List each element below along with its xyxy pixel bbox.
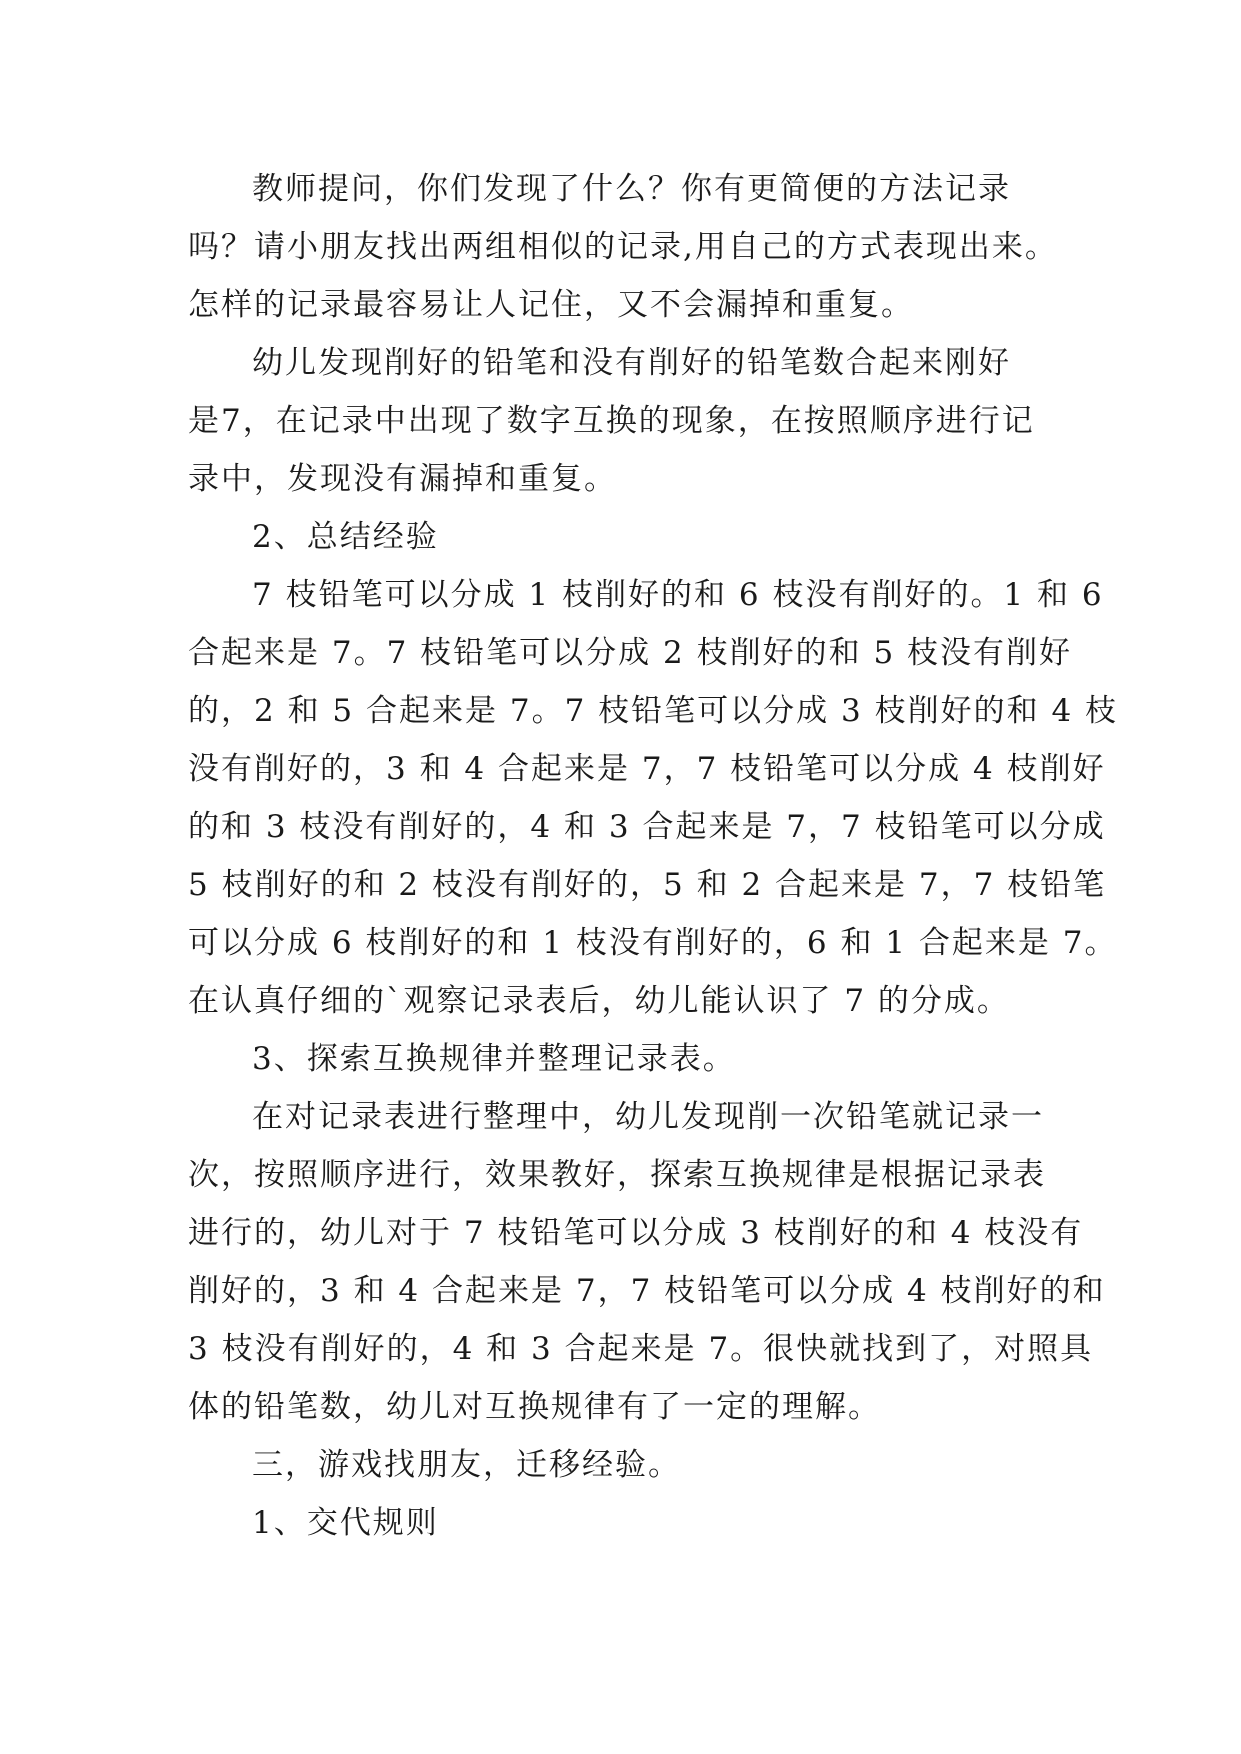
document-body bbox=[188, 160, 1119, 1552]
paragraph-p4 bbox=[188, 566, 1119, 1030]
paragraph-p7 bbox=[188, 1436, 1068, 1494]
text-line: 教师提问，你们发现了什么？你有更简便的方法记录 bbox=[252, 171, 1011, 207]
text-line: 5 枝削好的和 2 枝没有削好的，5 和 2 合起来是 7，7 枝铅笔 bbox=[188, 867, 1107, 903]
paragraph-p6 bbox=[188, 1088, 1106, 1436]
text-line: 的，2 和 5 合起来是 7。7 枝铅笔可以分成 3 枝削好的和 4 枝 bbox=[188, 693, 1119, 729]
paragraph-p5 bbox=[188, 1030, 1068, 1088]
document-page bbox=[188, 160, 1119, 1552]
text-line: 幼儿发现削好的铅笔和没有削好的铅笔数合起来刚好 bbox=[252, 345, 1011, 381]
text-line: 没有削好的，3 和 4 合起来是 7，7 枝铅笔可以分成 4 枝削好 bbox=[188, 751, 1106, 787]
text-line: 吗？请小朋友找出两组相似的记录,用自己的方式表现出来。 bbox=[188, 229, 1058, 265]
paragraph-p3 bbox=[188, 508, 1068, 566]
text-line: 可以分成 6 枝削好的和 1 枝没有削好的，6 和 1 合起来是 7。 bbox=[188, 925, 1118, 961]
text-line: 7 枝铅笔可以分成 1 枝削好的和 6 枝没有削好的。1 和 6 bbox=[252, 577, 1104, 613]
paragraph-p1 bbox=[188, 160, 1068, 334]
text-line: 削好的，3 和 4 合起来是 7，7 枝铅笔可以分成 4 枝削好的和 bbox=[188, 1273, 1106, 1309]
paragraph-p2 bbox=[188, 334, 1068, 508]
text-line: 3 枝没有削好的，4 和 3 合起来是 7。很快就找到了，对照具 bbox=[188, 1331, 1094, 1367]
text-line: 3、探索互换规律并整理记录表。 bbox=[252, 1041, 736, 1077]
text-line: 在认真仔细的`观察记录表后，幼儿能认识了 7 的分成。 bbox=[188, 983, 1010, 1019]
text-line: 次，按照顺序进行，效果教好，探索互换规律是根据记录表 bbox=[188, 1157, 1046, 1193]
text-line: 合起来是 7。7 枝铅笔可以分成 2 枝削好的和 5 枝没有削好 bbox=[188, 635, 1073, 671]
text-line: 体的铅笔数，幼儿对互换规律有了一定的理解。 bbox=[188, 1389, 881, 1425]
text-line: 进行的，幼儿对于 7 枝铅笔可以分成 3 枝削好的和 4 枝没有 bbox=[188, 1215, 1084, 1251]
text-line: 2、总结经验 bbox=[252, 519, 439, 555]
text-line: 三，游戏找朋友，迁移经验。 bbox=[252, 1447, 681, 1483]
text-line: 怎样的记录最容易让人记住，又不会漏掉和重复。 bbox=[188, 287, 914, 323]
text-line: 的和 3 枝没有削好的，4 和 3 合起来是 7，7 枝铅笔可以分成 bbox=[188, 809, 1106, 845]
text-line: 是7，在记录中出现了数字互换的现象，在按照顺序进行记 bbox=[188, 403, 1035, 439]
text-line: 在对记录表进行整理中，幼儿发现削一次铅笔就记录一 bbox=[252, 1099, 1044, 1135]
text-line: 录中，发现没有漏掉和重复。 bbox=[188, 461, 617, 497]
text-line: 1、交代规则 bbox=[252, 1505, 439, 1541]
paragraph-p8 bbox=[188, 1494, 1068, 1552]
